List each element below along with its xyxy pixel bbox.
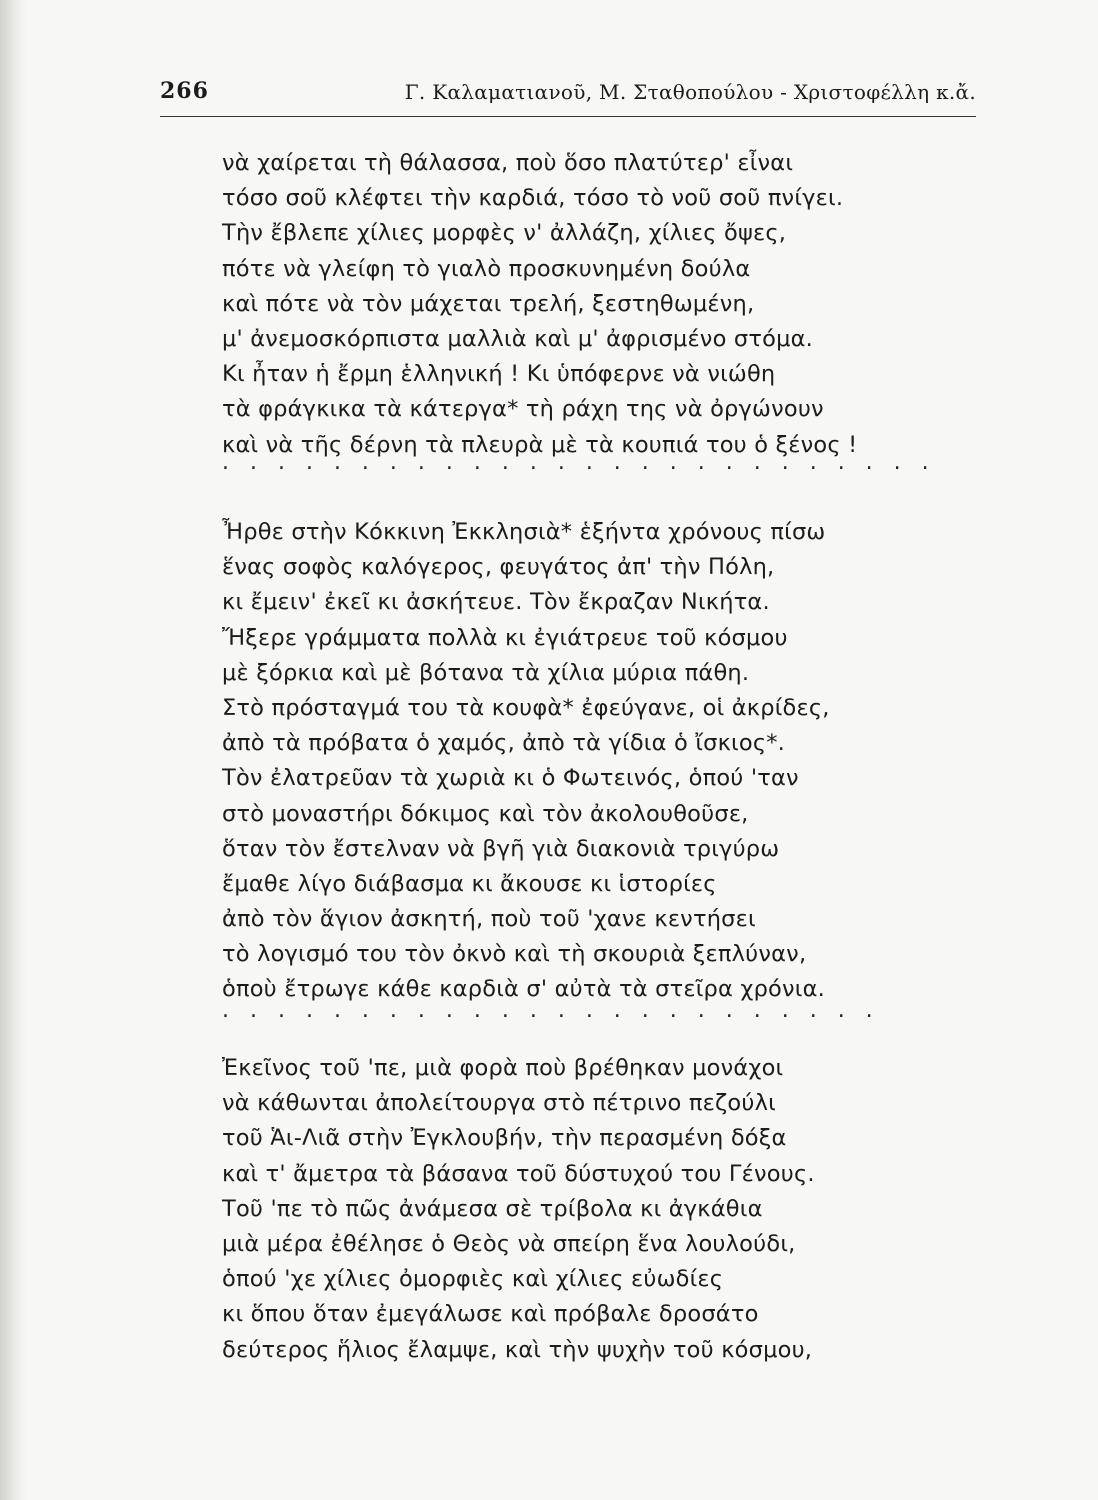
verse-line: κι ἔμειν' ἐκεῖ κι ἀσκήτευε. Τὸν ἔκραζαν Νικήτα. bbox=[222, 589, 770, 616]
verse-line: ὅταν τὸν ἔστελναν νὰ βγῆ γιὰ διακονιὰ τριγύρω bbox=[222, 835, 780, 862]
verse-line: ἀπὸ τὰ πρόβατα ὁ χαμός, ἀπὸ τὰ γίδια ὁ ἴσκιος*. bbox=[222, 730, 786, 757]
verse-line: κι ὅπου ὅταν ἐμεγάλωσε καὶ πρόβαλε δροσάτο bbox=[222, 1301, 759, 1328]
verse-line: ἔμαθε λίγο διάβασμα κι ἄκουσε κι ἱστορίες bbox=[222, 870, 717, 897]
verse-line: στὸ μοναστήρι δόκιμος καὶ τὸν ἀκολουθοῦσε, bbox=[222, 800, 749, 827]
running-head: Γ. Καλαματιανοῦ, Μ. Σταθοπούλου - Χριστοφέλλη κ.ἄ. bbox=[404, 80, 976, 104]
verse-line: νὰ χαίρεται τὴ θάλασσα, ποὺ ὅσο πλατύτερ' εἶναι bbox=[222, 150, 794, 176]
verse-line: πότε νὰ γλείφη τὸ γιαλὸ προσκυνημένη δούλα bbox=[222, 255, 751, 282]
verse-line: ἕνας σοφὸς καλόγερος, φευγάτος ἀπ' τὴν Πόλη, bbox=[222, 554, 775, 581]
verse-line: Ἦρθε στὴν Κόκκινη Ἐκκλησιὰ* ἑξήντα χρόνους πίσω bbox=[222, 519, 826, 545]
verse-line: ὁποὺ ἔτρωγε κάθε καρδιὰ σ' αὐτὰ τὰ στεῖρα χρόνια. bbox=[222, 976, 825, 1003]
verse-line: μ' ἀνεμοσκόρπιστα μαλλιὰ καὶ μ' ἀφρισμένο στόμα. bbox=[222, 325, 813, 352]
page-edge-shadow bbox=[0, 0, 26, 1500]
verse-line: Στὸ πρόσταγμά του τὰ κουφὰ* ἐφεύγανε, οἱ ἀκρίδες, bbox=[222, 694, 830, 721]
verse-line: Ἐκεῖνος τοῦ 'πε, μιὰ φορὰ ποὺ βρέθηκαν μονάχοι bbox=[222, 1055, 784, 1081]
page-number: 266 bbox=[160, 78, 209, 104]
verse-line: τοῦ Ἁι-Λιᾶ στὴν Ἐγκλουβήν, τὴν περασμένη δόξα bbox=[222, 1125, 787, 1152]
ellipsis-separator-1: . . . . . . . . . . . . . . . . . . . . . . . . . . bbox=[222, 450, 936, 475]
stanza-3 bbox=[222, 1051, 982, 1368]
verse-line: τὰ φράγκικα τὰ κάτεργα* τὴ ράχη της νὰ ὀργώνουν bbox=[222, 396, 824, 423]
verse-line: Ἤξερε γράμματα πολλὰ κι ἐγιάτρευε τοῦ κόσμου bbox=[222, 624, 788, 651]
verse-line: καὶ τ' ἄμετρα τὰ βάσανα τοῦ δύστυχού του Γένους. bbox=[222, 1160, 815, 1187]
ellipsis-separator-2: . . . . . . . . . . . . . . . . . . . . . . . . bbox=[222, 998, 880, 1023]
header-rule bbox=[160, 116, 976, 117]
verse-line: νὰ κάθωνται ἀπολείτουργα στὸ πέτρινο πεζούλι bbox=[222, 1090, 776, 1117]
verse-line: Τὸν ἐλατρεῦαν τὰ χωριὰ κι ὁ Φωτεινός, ὁπού 'ταν bbox=[222, 765, 799, 792]
stanza-2 bbox=[222, 515, 982, 1008]
verse-line: Τὴν ἔβλεπε χίλιες μορφὲς ν' ἀλλάζη, χίλιες ὄψες, bbox=[222, 220, 787, 247]
verse-line: τόσο σοῦ κλέφτει τὴν καρδιά, τόσο τὸ νοῦ σοῦ πνίγει. bbox=[222, 185, 844, 212]
stanza-1 bbox=[222, 146, 982, 463]
verse-line: ἀπὸ τὸν ἅγιον ἀσκητή, ποὺ τοῦ 'χανε κεντήσει bbox=[222, 906, 756, 933]
verse-line: καὶ νὰ τῆς δέρνη τὰ πλευρὰ μὲ τὰ κουπιά του ὁ ξένος ! bbox=[222, 431, 858, 458]
verse-line: μιὰ μέρα ἐθέλησε ὁ Θεὸς νὰ σπείρη ἕνα λουλούδι, bbox=[222, 1230, 796, 1257]
verse-line: καὶ πότε νὰ τὸν μάχεται τρελή, ξεστηθωμένη, bbox=[222, 290, 755, 317]
verse-line: Κι ἦταν ἡ ἔρμη ἑλληνική ! Κι ὑπόφερνε νὰ νιώθη bbox=[222, 361, 776, 388]
verse-line: μὲ ξόρκια καὶ μὲ βότανα τὰ χίλια μύρια πάθη. bbox=[222, 659, 750, 686]
verse-line: Τοῦ 'πε τὸ πῶς ἀνάμεσα σὲ τρίβολα κι ἀγκάθια bbox=[222, 1195, 763, 1222]
page-header bbox=[160, 78, 976, 112]
verse-line: δεύτερος ἥλιος ἔλαμψε, καὶ τὴν ψυχὴν τοῦ κόσμου, bbox=[222, 1336, 813, 1363]
verse-line: τὸ λογισμό του τὸν ὀκνὸ καὶ τὴ σκουριὰ ξεπλύναν, bbox=[222, 941, 807, 968]
verse-line: ὁπού 'χε χίλιες ὀμορφιὲς καὶ χίλιες εὐωδίες bbox=[222, 1266, 724, 1293]
